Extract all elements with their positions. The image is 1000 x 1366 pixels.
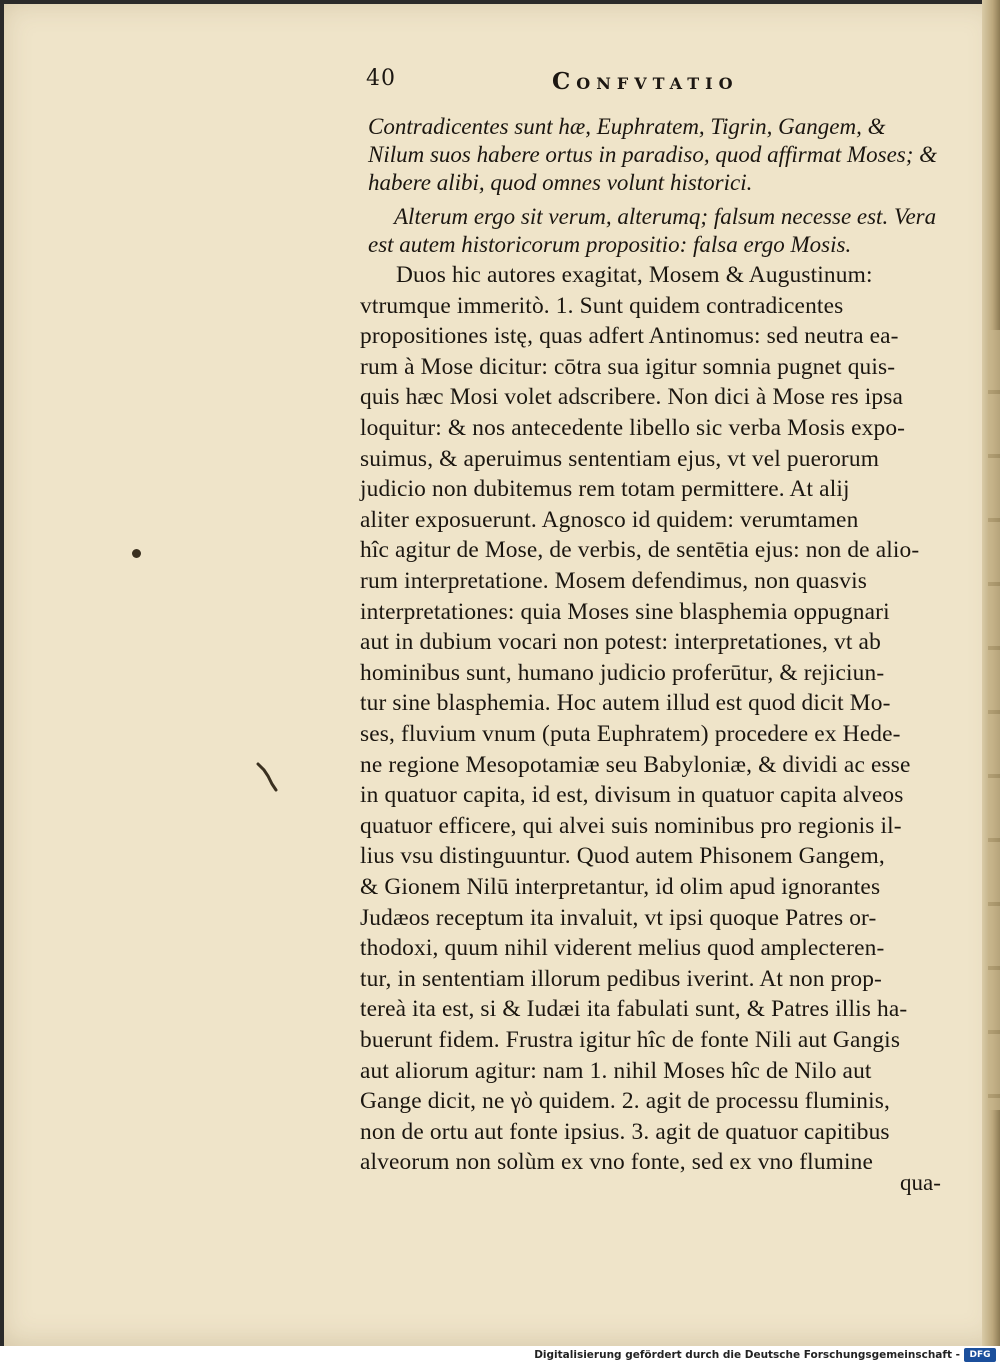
body-line: propositiones istę, quas adfert Antinomus: sed neutra ea- [360,323,899,350]
body-line: tur, in sententiam illorum pedibus iverint. At non prop- [360,965,882,992]
body-line: interpretationes: quia Moses sine blasphemia oppugnari [360,598,890,625]
body-line: ne regione Mesopotamiæ seu Babyloniæ, & dividi ac esse [360,751,911,778]
book-page-edge-texture [988,330,1000,1110]
ink-spot [132,549,141,558]
body-line: Gange dicit, ne γὸ quidem. 2. agit de processu fluminis, [360,1088,890,1115]
dfg-logo: DFG [964,1348,996,1362]
body-line: quatuor efficere, qui alvei suis nominibus pro regionis il- [360,812,902,839]
body-line: rum à Mose dicitur: cōtra sua igitur somnia pugnet quis- [360,353,896,380]
body-line: vtrumque immeritò. 1. Sunt quidem contradicentes [360,292,844,319]
scan-frame-left [0,0,4,1346]
running-title: Confvtatio [552,68,739,95]
body-line: tereà ita est, si & Iudæi ita fabulati sunt, & Patres illis ha- [360,996,908,1023]
body-line: hominibus sunt, humano judicio proferūtur, & rejiciun- [360,659,885,686]
italic-line: Nilum suos habere ortus in paradiso, quod affirmat Moses; & [368,142,938,167]
body-line: & Gionem Nilū interpretantur, id olim apud ignorantes [360,874,881,900]
body-line: in quatuor capita, id est, divisum in quatuor capita alveos [360,782,904,809]
body-line: judicio non dubitemus rem totam permittere. At alij [360,476,850,503]
footer-credit: Digitalisierung gefördert durch die Deutsche Forschungsgemeinschaft - [534,1349,960,1361]
body-line: thodoxi, quum nihil viderent melius quod amplecteren- [360,935,885,962]
body-line: non de ortu aut fonte ipsius. 3. agit de quatuor capitibus [360,1118,890,1145]
scan-frame-top [0,0,1000,4]
body-line: Judæos receptum ita invaluit, vt ipsi quoque Patres or- [360,904,877,931]
ink-mark [256,762,278,792]
body-line: ses, fluvium vnum (puta Euphratem) procedere ex Hede- [360,721,901,747]
body-line: aliter exposuerunt. Agnosco id quidem: verumtamen [360,506,859,533]
catchword: qua- [900,1170,941,1195]
body-line: suimus, & aperuimus sententiam ejus, vt vel puerorum [360,445,880,472]
body-line: aut aliorum agitur: nam 1. nihil Moses hîc de Nilo aut [360,1057,872,1084]
italic-line: Alterum ergo sit verum, alterumq; falsum necesse est. Vera [394,204,937,229]
body-line: buerunt fidem. Frustra igitur hîc de fonte Nili aut Gangis [360,1027,901,1053]
body-line: rum interpretatione. Mosem defendimus, non quasvis [360,568,868,594]
body-line: alveorum non solùm ex vno fonte, sed ex vno flumine [360,1149,874,1176]
page-header [366,62,966,100]
body-line: aut in dubium vocari non potest: interpretationes, vt ab [360,629,881,656]
body-line: Duos hic autores exagitat, Mosem & Augustinum: [396,262,873,288]
italic-line: Contradicentes sunt hæ, Euphratem, Tigrin, Gangem, & [368,114,886,139]
body-line: loquitur: & nos antecedente libello sic verba Mosis expo- [360,415,906,441]
body-line: lius vsu distinguuntur. Quod autem Phisonem Gangem, [360,843,885,870]
body-line: quis hæc Mosi volet adscribere. Non dici à Mose res ipsa [360,384,904,411]
italic-line: est autem historicorum propositio: falsa ergo Mosis. [368,232,852,257]
page-number: 40 [366,66,396,91]
italic-line: habere alibi, quod omnes volunt historici. [368,170,753,195]
body-line: hîc agitur de Mose, de verbis, de sentētia ejus: non de alio- [360,537,920,564]
body-line: tur sine blasphemia. Hoc autem illud est quod dicit Mo- [360,690,891,717]
